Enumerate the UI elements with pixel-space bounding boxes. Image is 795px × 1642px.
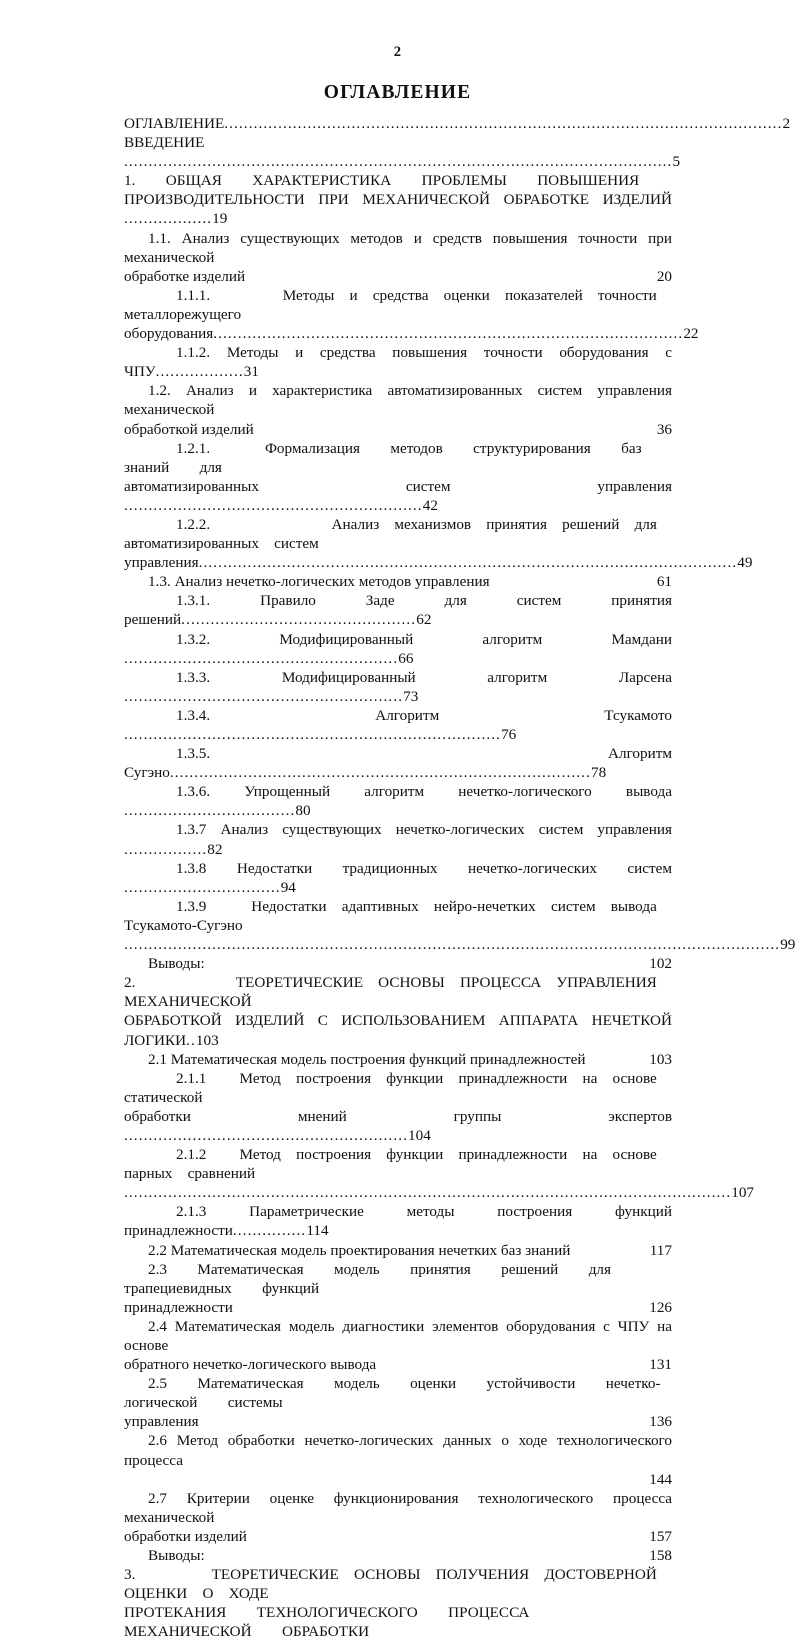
toc-entry-label: 2.1.1 Метод построения функции принадлежности на основе статической xyxy=(124,1069,672,1106)
toc-entry-line xyxy=(124,515,672,553)
toc-page-number: 61 xyxy=(656,573,672,591)
toc-entry-line xyxy=(124,706,672,744)
dot-leader: ................................... xyxy=(124,802,296,820)
toc-entry-line-cont xyxy=(124,477,672,515)
dot-leader: ................................ xyxy=(124,878,281,896)
toc-entry-line xyxy=(124,820,672,858)
toc-entry-line-cont xyxy=(124,1470,672,1489)
toc-entry-label: 2.2 Математическая модель проектирования нечетких баз знаний xyxy=(148,1241,571,1259)
dot-leader: ............................................................. xyxy=(124,496,423,514)
dot-leader: ...................................................................................................................................... xyxy=(124,936,781,954)
toc-entry-line xyxy=(124,630,672,668)
toc-entry[interactable] xyxy=(124,782,672,820)
toc-entry-line-cont xyxy=(124,1527,672,1546)
toc-entry-line xyxy=(124,171,672,190)
toc-entry-line xyxy=(124,591,672,629)
dot-leader: .............................................................................................................. xyxy=(198,554,738,572)
toc-entry-label: 1. ОБЩАЯ ХАРАКТЕРИСТИКА ПРОБЛЕМЫ ПОВЫШЕНИЯ xyxy=(124,172,640,190)
toc-page-number: 99 xyxy=(780,936,795,954)
toc-entry-line xyxy=(124,381,672,419)
toc-page-number: 107 xyxy=(731,1184,754,1202)
toc-entry-label: Выводы: xyxy=(148,955,205,973)
toc-page-number: 80 xyxy=(295,802,311,820)
toc-page-number: 78 xyxy=(590,764,607,782)
toc-entry[interactable] xyxy=(124,973,672,1049)
toc-page-number: 62 xyxy=(416,611,432,629)
dot-leader: ............................................................................. xyxy=(124,726,502,743)
toc-entry-line-cont xyxy=(124,420,672,439)
toc-entry-label: 2. ТЕОРЕТИЧЕСКИЕ ОСНОВЫ ПРОЦЕССА УПРАВЛЕНИЯ МЕХАНИЧЕСКОЙ xyxy=(124,974,672,1011)
toc-entry-line xyxy=(124,954,672,973)
toc-entry-line xyxy=(124,1431,672,1469)
dot-leader: ........................................................ xyxy=(124,649,399,667)
toc-entry-label: 1.3. Анализ нечетко-логических методов управления xyxy=(148,573,490,591)
toc-entry-label: 2.5 Математическая модель оценки устойчивости нечетко-логической системы xyxy=(124,1375,661,1412)
dot-leader: .................. xyxy=(124,210,213,228)
toc-page-number: 117 xyxy=(649,1241,672,1259)
toc-entry-line-cont xyxy=(124,935,795,954)
dot-leader: ...................................................................................... xyxy=(169,764,591,782)
dot-leader: ................................................................................................ xyxy=(213,325,684,343)
toc-entry[interactable] xyxy=(124,706,672,744)
toc-page-number: 104 xyxy=(408,1126,431,1144)
toc-entry-label-cont: обработки мнений группы экспертов xyxy=(124,1107,672,1125)
toc-entry-label: 2.1 Математическая модель построения функций принадлежностей xyxy=(148,1050,586,1068)
toc-entry-line xyxy=(124,114,791,133)
toc-entry[interactable] xyxy=(124,171,672,228)
dot-leader: ................................................................................................................ xyxy=(124,153,673,171)
toc-entry-label-cont: управления xyxy=(124,554,199,572)
toc-entry[interactable] xyxy=(124,572,672,591)
toc-entry-label-cont: ПРОТЕКАНИЯ ТЕХНОЛОГИЧЕСКОГО ПРОЦЕССА МЕХАНИЧЕСКОЙ ОБРАБОТКИ xyxy=(124,1604,560,1641)
toc-page-number: 94 xyxy=(280,878,296,896)
toc-entry-label: 1.1.1. Методы и средства оценки показателей точности металлорежущего xyxy=(124,286,672,323)
toc-page-number: 136 xyxy=(649,1413,672,1431)
toc-entry-label: 1.1.2. Методы и средства повышения точности оборудования с ЧПУ xyxy=(124,344,672,381)
toc-entry-label-cont: ОБРАБОТКОЙ ИЗДЕЛИЙ С ИСПОЛЬЗОВАНИЕМ АППАРАТА НЕЧЕТКОЙ ЛОГИКИ xyxy=(124,1012,672,1049)
toc-entry[interactable] xyxy=(124,1145,754,1202)
toc-page-number: 66 xyxy=(398,649,414,667)
toc-entry-label: 1.3.4. Алгоритм Тсукамото xyxy=(176,706,672,724)
toc-entry[interactable] xyxy=(124,591,672,629)
dot-leader: .. xyxy=(186,1031,196,1049)
toc-entry[interactable] xyxy=(124,954,672,973)
toc-page-number: 103 xyxy=(195,1031,219,1049)
toc-entry-line xyxy=(124,133,681,171)
toc-entry-line xyxy=(124,1317,672,1355)
dot-leader: ......................................................... xyxy=(124,687,404,705)
toc-page-number: 20 xyxy=(656,267,672,285)
toc-entry-label-cont: управления xyxy=(124,1413,199,1431)
toc-entry[interactable] xyxy=(124,668,672,706)
toc-entry-line xyxy=(124,897,672,935)
dot-leader: ................. xyxy=(124,840,208,858)
toc-page-number: 114 xyxy=(306,1222,329,1240)
toc-entry[interactable] xyxy=(124,133,681,171)
toc-entry-line-cont xyxy=(124,1107,672,1145)
toc-entry-line xyxy=(124,859,672,897)
toc-entry[interactable] xyxy=(124,1050,672,1069)
dot-leader: ................................................ xyxy=(181,611,417,629)
dot-leader: .......................................................... xyxy=(124,1126,409,1144)
toc-entry-label: 1.3.3. Модифицированный алгоритм Ларсена xyxy=(176,668,672,686)
toc-entry-label: 2.1.3 Параметрические методы построения функций принадлежности xyxy=(124,1203,672,1240)
toc-entry-label: ОГЛАВЛЕНИЕ xyxy=(124,115,225,132)
toc-entry[interactable] xyxy=(124,1260,672,1317)
toc-entry-line xyxy=(124,286,672,324)
toc-entry-label: Выводы: xyxy=(148,1547,205,1565)
toc-entry-label-cont: обратного нечетко-логического вывода xyxy=(124,1356,377,1374)
toc-entry[interactable] xyxy=(124,1374,672,1431)
toc-entry[interactable] xyxy=(124,515,753,572)
toc-entry-label: 1.2.1. Формализация методов структурирования баз знаний для xyxy=(124,439,672,476)
page-folio: 2 xyxy=(393,44,402,60)
toc-entry[interactable] xyxy=(124,1565,672,1641)
toc-entry-label: 1.3.1. Правило Заде для систем принятия решений xyxy=(124,592,672,629)
toc-entry-line xyxy=(124,343,672,381)
toc-entry-label: 3. ТЕОРЕТИЧЕСКИЕ ОСНОВЫ ПОЛУЧЕНИЯ ДОСТОВЕРНОЙ ОЦЕНКИ О ХОДЕ xyxy=(124,1566,672,1603)
toc-entry-line xyxy=(124,1565,672,1603)
toc-entry-line xyxy=(124,1069,672,1107)
toc-entry-line xyxy=(124,229,672,267)
toc-page-number: 157 xyxy=(649,1527,672,1545)
toc-entry[interactable] xyxy=(124,343,672,381)
toc-entry-label: 1.3.8 Недостатки традиционных нечетко-логических систем xyxy=(176,859,672,877)
toc-entry-label-cont: обработки изделий xyxy=(124,1527,247,1545)
toc-page-number: 42 xyxy=(422,496,438,514)
toc-page-number: 5 xyxy=(672,153,681,171)
toc-entry[interactable] xyxy=(124,859,672,897)
toc-entry-line xyxy=(124,1050,672,1069)
toc-entry-label: 2.7 Критерии оценке функционирования технологического процесса механической xyxy=(124,1489,672,1526)
toc-entry-label: 1.3.2. Модифицированный алгоритм Мамдани xyxy=(176,630,672,648)
page-title: ОГЛАВЛЕНИЕ xyxy=(323,82,472,103)
toc-page-number: 131 xyxy=(649,1356,672,1374)
toc-entry-label-cont: принадлежности xyxy=(124,1298,233,1316)
toc-entry-label: 1.2.2. Анализ механизмов принятия решений для автоматизированных систем xyxy=(124,515,672,553)
toc-page-number: 19 xyxy=(212,210,228,228)
toc-entry-line xyxy=(124,1241,672,1260)
toc-entry-label: 2.6 Метод обработки нечетко-логических данных о ходе технологического процесса xyxy=(124,1432,672,1469)
toc-entry-line xyxy=(124,1260,672,1298)
toc-entry[interactable] xyxy=(124,286,699,343)
toc-entry[interactable] xyxy=(124,381,672,438)
toc-entry-line xyxy=(124,1489,672,1527)
toc-entry-line-cont xyxy=(124,1298,672,1317)
toc-entry-line xyxy=(124,572,672,591)
toc-entry[interactable] xyxy=(124,897,795,954)
toc-entry-line xyxy=(124,1202,672,1240)
toc-entry-line xyxy=(124,439,672,477)
toc-entry[interactable] xyxy=(124,1317,672,1374)
toc-entry-line xyxy=(124,1374,672,1412)
toc-entry[interactable] xyxy=(124,1202,672,1240)
toc-entry[interactable] xyxy=(124,114,791,133)
toc-entry-label-cont: оборудования xyxy=(124,325,214,343)
toc-entry-line-cont xyxy=(124,190,672,228)
toc-page-number: 144 xyxy=(649,1470,672,1488)
toc-entry-line-cont xyxy=(124,1603,672,1641)
toc-entry[interactable] xyxy=(124,630,672,668)
toc-entry[interactable] xyxy=(124,439,672,515)
dot-leader: .................................................................................................................. xyxy=(224,115,783,132)
toc-page-number: 49 xyxy=(737,554,753,572)
toc-entry-label: 1.3.7 Анализ существующих нечетко-логических систем управления xyxy=(176,821,672,839)
toc-entry-label: ВВЕДЕНИЕ xyxy=(124,134,205,152)
toc-page-number: 102 xyxy=(649,955,672,973)
toc-page-number: 36 xyxy=(656,420,672,438)
toc-entry[interactable] xyxy=(124,1546,672,1565)
toc-entry-line-cont xyxy=(124,1183,754,1202)
toc-entry-label: 1.3.5. Алгоритм Сугэно xyxy=(124,745,672,782)
toc-entry-line xyxy=(124,744,672,782)
toc-entry-label-cont: ПРОИЗВОДИТЕЛЬНОСТИ ПРИ МЕХАНИЧЕСКОЙ ОБРАБОТКЕ ИЗДЕЛИЙ xyxy=(124,191,672,209)
toc-entry-line-cont xyxy=(124,1412,672,1431)
toc-entry-line-cont xyxy=(124,553,753,572)
toc-entry-label-cont: автоматизированных систем управления xyxy=(124,477,672,495)
toc-page-number: 126 xyxy=(649,1298,672,1316)
toc-page-number: 31 xyxy=(243,363,259,381)
toc-entry[interactable] xyxy=(124,820,672,858)
dot-leader: ............................................................................................................................ xyxy=(124,1184,732,1202)
toc-entry-line xyxy=(124,1145,672,1183)
dot-leader: .................. xyxy=(155,363,244,381)
toc-entry-line xyxy=(124,782,672,820)
toc-entry[interactable] xyxy=(124,1431,672,1488)
toc-entry[interactable] xyxy=(124,1069,672,1145)
toc-entry-label: 2.3 Математическая модель принятия решений для трапециевидных функций xyxy=(124,1260,642,1297)
toc-entry-line-cont xyxy=(124,1011,672,1049)
toc-page-number: 76 xyxy=(501,726,517,743)
toc-entry-line-cont xyxy=(124,267,672,286)
toc-page-number: 158 xyxy=(649,1547,672,1565)
toc-entry-label: 1.2. Анализ и характеристика автоматизированных систем управления механической xyxy=(124,382,672,419)
table-of-contents xyxy=(124,114,795,1642)
toc-page-number: 82 xyxy=(207,840,223,858)
toc-entry-label: 2.1.2 Метод построения функции принадлежности на основе парных сравнений xyxy=(124,1146,672,1183)
toc-entry-label: 1.3.6. Упрощенный алгоритм нечетко-логического вывода xyxy=(176,783,672,801)
toc-entry[interactable] xyxy=(124,1241,672,1260)
toc-page-number: 73 xyxy=(403,687,419,705)
toc-entry-line xyxy=(124,668,672,706)
toc-entry-line-cont xyxy=(124,1355,672,1374)
toc-page-number: 22 xyxy=(683,325,699,343)
toc-entry-label: 1.3.9 Недостатки адаптивных нейро-нечетких систем вывода Тсукамото-Сугэно xyxy=(124,897,672,934)
toc-page-number: 103 xyxy=(649,1050,672,1068)
toc-entry-line xyxy=(124,1546,672,1565)
toc-page-number: 2 xyxy=(782,115,791,132)
toc-entry[interactable] xyxy=(124,229,672,286)
dot-leader: ............... xyxy=(232,1222,307,1240)
toc-entry[interactable] xyxy=(124,1489,672,1546)
toc-entry-label-cont: обработке изделий xyxy=(124,267,246,285)
toc-entry-label-cont: обработкой изделий xyxy=(124,420,254,438)
toc-entry-label: 1.1. Анализ существующих методов и средств повышения точности при механической xyxy=(124,229,672,266)
toc-entry-line-cont xyxy=(124,324,699,343)
toc-entry-line xyxy=(124,973,672,1011)
toc-entry[interactable] xyxy=(124,744,672,782)
toc-entry-label: 2.4 Математическая модель диагностики элементов оборудования с ЧПУ на основе xyxy=(124,1317,672,1354)
